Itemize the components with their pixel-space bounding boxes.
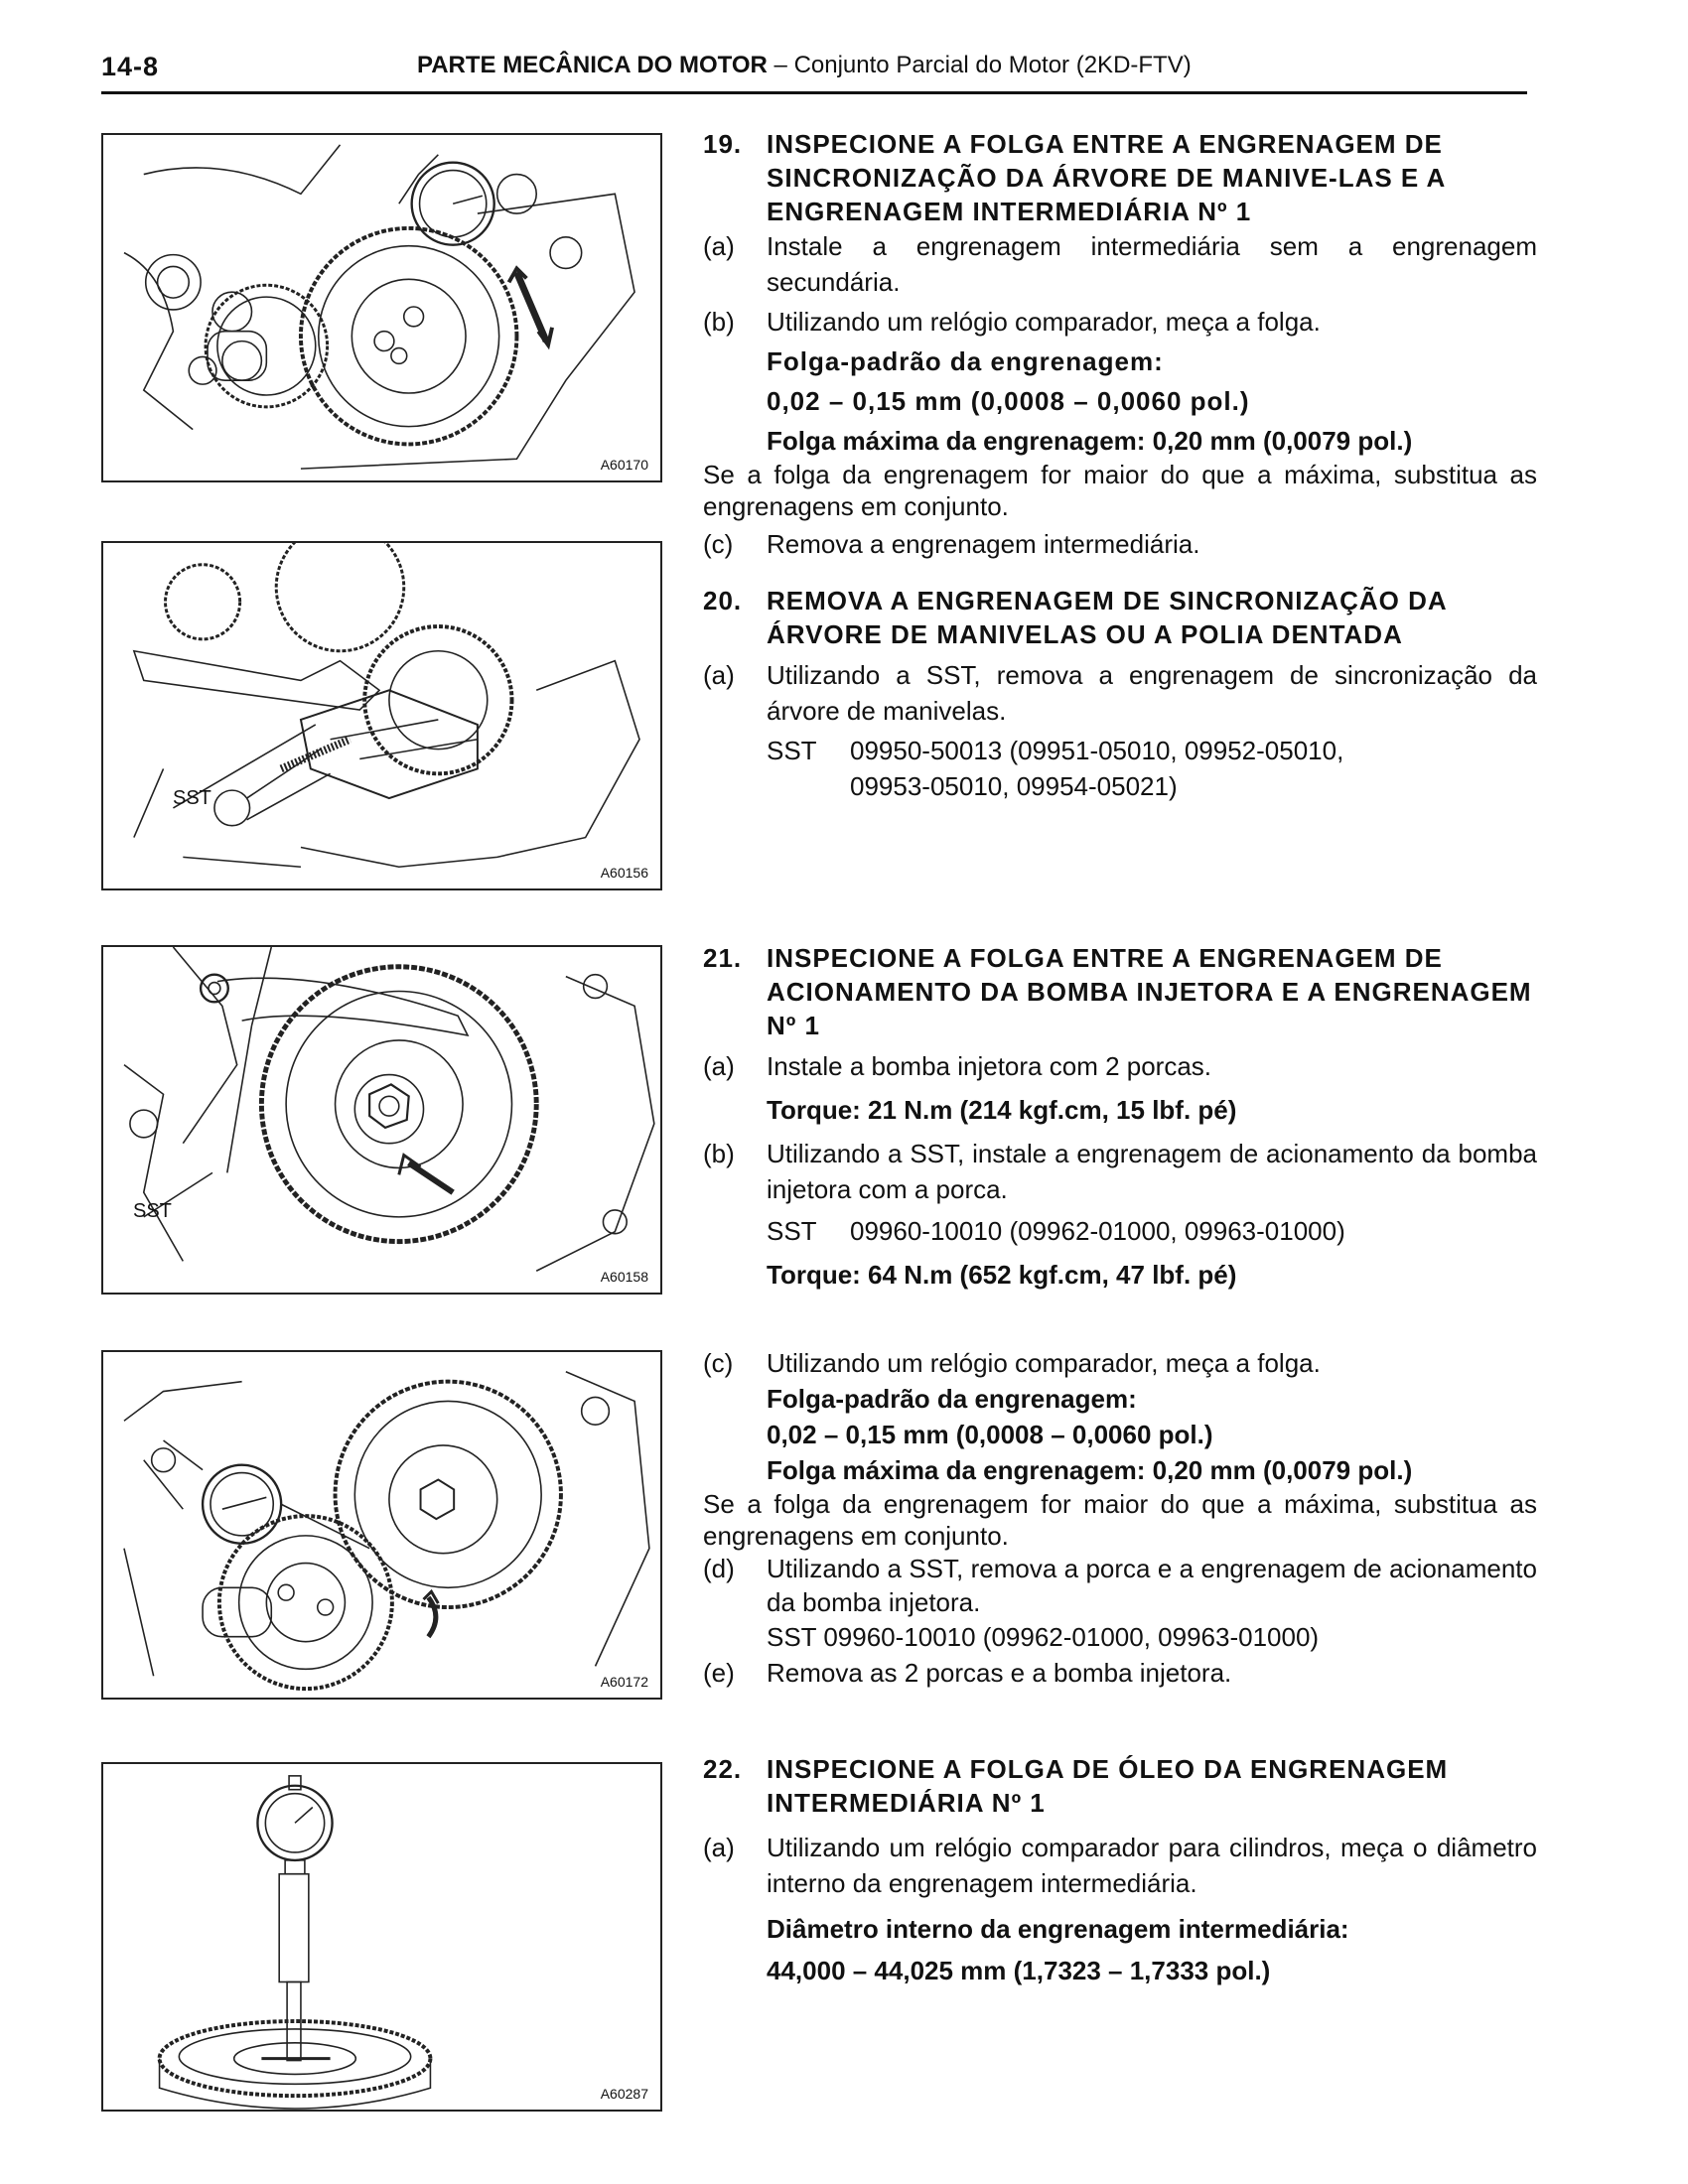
spec-label: Diâmetro interno da engrenagem intermediária: [767,1914,1349,1944]
step-text: Utilizando a SST, instale a engrenagem de acionamento da bomba injetora com a porca. [767,1139,1537,1204]
step-text: Utilizando um relógio comparador para cilindros, meça o diâmetro interno da engrenagem intermediária. [767,1833,1537,1898]
step-d [703,1552,1537,1619]
step-c [703,1345,1537,1381]
section-number: 20. [703,586,743,615]
step-a [703,657,1537,729]
step-label: (b) [703,1139,735,1168]
step-text: Utilizando a SST, remova a porca e a engrenagem de acionamento da bomba injetora. [767,1554,1537,1617]
section-title: INSPECIONE A FOLGA ENTRE A ENGRENAGEM DE SINCRONIZAÇÃO DA ÁRVORE DE MANIVE-LAS E A ENGRENAGEM INTERMEDIÁRIA Nº 1 [767,129,1446,226]
step-a [703,1830,1537,1901]
sst-line [703,1213,1537,1249]
step-label: (a) [703,231,735,261]
section-number: 22. [703,1754,743,1784]
step-label: (c) [703,1348,734,1378]
step-label: (a) [703,660,735,690]
section-number: 19. [703,129,743,159]
step-label: (c) [703,529,734,559]
step-label: (a) [703,1833,735,1862]
figure-sst-pump-gear-install [101,945,662,1295]
step-text: Utilizando a SST, remova a engrenagem de sincronização da árvore de manivelas. [767,660,1537,726]
step-c [703,526,1537,562]
sst-numbers-cont: 09953-05010, 09954-05021) [850,771,1178,801]
sst-line: SST 09960-10010 (09962-01000, 09963-01000) [767,1622,1320,1652]
header-rule [101,91,1527,94]
figure-code: A60158 [600,1269,648,1285]
step-label: (b) [703,307,735,337]
section-19-heading [703,127,1537,228]
section-21-heading [703,941,1537,1042]
figure-code: A60172 [600,1674,648,1690]
section-title: INSPECIONE A FOLGA DE ÓLEO DA ENGRENAGEM INTERMEDIÁRIA Nº 1 [767,1754,1449,1818]
figure-code: A60170 [600,457,648,473]
step-label: (a) [703,1051,735,1081]
torque-spec: Torque: 21 N.m (214 kgf.cm, 15 lbf. pé) [767,1095,1237,1125]
step-text: Instale a engrenagem intermediária sem a engrenagem secundária. [767,231,1537,297]
puller-illustration [103,543,660,888]
sst-label: SST [173,787,211,809]
step-label: (e) [703,1658,735,1688]
note: Se a folga da engrenagem for maior do que a máxima, substitua as engrenagens em conjunto. [703,460,1537,521]
spec-max: Folga máxima da engrenagem: 0,20 mm (0,0079 pol.) [767,426,1413,456]
spec-value: 0,02 – 0,15 mm (0,0008 – 0,0060 pol.) [767,1420,1213,1449]
spec-value: 44,000 – 44,025 mm (1,7323 – 1,7333 pol.) [767,1956,1271,1985]
sst-line [703,733,1537,768]
figure-cylinder-gauge [101,1762,662,2112]
section-22-heading [703,1752,1537,1820]
sst-label: SST [767,1216,817,1246]
step-a [703,228,1537,300]
page-header [101,52,1527,91]
page-number: 14-8 [101,52,160,81]
section-number: 21. [703,943,743,973]
section-20-heading [703,584,1537,651]
step-text: Utilizando um relógio comparador, meça a folga. [767,307,1321,337]
figure-code: A60287 [600,2086,648,2102]
spec-max: Folga máxima da engrenagem: 0,20 mm (0,0079 pol.) [767,1455,1413,1485]
sst-numbers: 09950-50013 (09951-05010, 09952-05010, [850,736,1344,765]
torque-spec: Torque: 64 N.m (652 kgf.cm, 47 lbf. pé) [767,1260,1237,1290]
sst-label: SST [767,736,817,765]
header-title-rest: – Conjunto Parcial do Motor (2KD-FTV) [767,52,1192,78]
header-title [417,52,1192,79]
step-b [703,304,1537,340]
pump-backlash-illustration [103,1352,660,1698]
gear-illustration [103,135,660,480]
figure-gear-backlash-dial-gauge [101,133,662,482]
section-title: INSPECIONE A FOLGA ENTRE A ENGRENAGEM DE ACIONAMENTO DA BOMBA INJETORA E A ENGRENAGEM Nº 1 [767,943,1532,1040]
section-19 [703,127,1537,562]
step-b [703,1136,1537,1207]
step-text: Utilizando um relógio comparador, meça a folga. [767,1348,1321,1378]
figure-sst-gear-puller [101,541,662,890]
section-21 [703,941,1537,1293]
step-text: Remova a engrenagem intermediária. [767,529,1200,559]
figure-code: A60156 [600,865,648,881]
section-20 [703,584,1537,804]
sst-numbers: 09960-10010 (09962-01000, 09963-01000) [850,1216,1345,1246]
sst-label: SST [133,1200,172,1222]
figure-pump-gear-backlash [101,1350,662,1700]
spec-value: 0,02 – 0,15 mm (0,0008 – 0,0060 pol.) [767,386,1250,416]
note: Se a folga da engrenagem for maior do que a máxima, substitua as engrenagens em conjunto. [703,1489,1537,1551]
cylinder-gauge-illustration [103,1764,660,2110]
step-e [703,1655,1537,1691]
section-title: REMOVA A ENGRENAGEM DE SINCRONIZAÇÃO DA ÁRVORE DE MANIVELAS OU A POLIA DENTADA [767,586,1447,649]
spec-label: Folga-padrão da engrenagem: [767,1384,1137,1414]
header-title-bold: PARTE MECÂNICA DO MOTOR [417,52,768,78]
pump-gear-illustration [103,947,660,1293]
step-a [703,1048,1537,1084]
step-text: Remova as 2 porcas e a bomba injetora. [767,1658,1232,1688]
step-text: Instale a bomba injetora com 2 porcas. [767,1051,1212,1081]
step-label: (d) [703,1554,735,1583]
section-22 [703,1752,1537,1988]
spec-label: Folga-padrão da engrenagem: [767,346,1164,376]
section-21-continued [703,1345,1537,1691]
